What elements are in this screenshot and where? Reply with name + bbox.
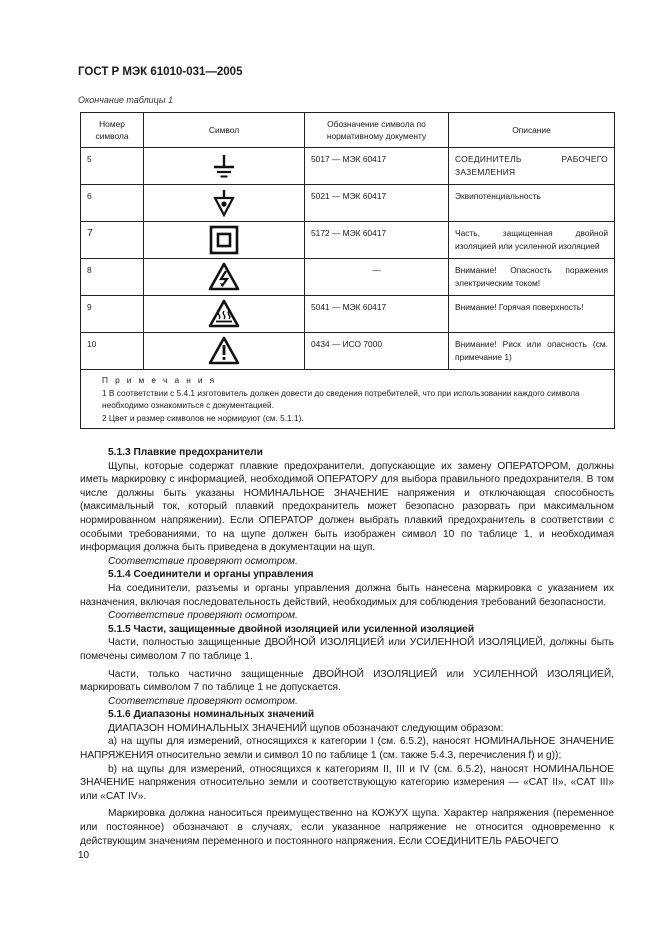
row-description: Внимание! Горячая поверхность! xyxy=(449,296,615,333)
header-reference: Обозначение символа по нормативному документу xyxy=(305,113,449,148)
caution-risk-icon xyxy=(208,336,240,366)
section-516-title: 5.1.6 Диапазоны номинальных значений xyxy=(108,709,315,721)
section-513-title: 5.1.3 Плавкие предохранители xyxy=(108,447,263,458)
table-caption: Окончание таблицы 1 xyxy=(78,95,173,105)
row-reference: — xyxy=(305,259,449,296)
row-number: 8 xyxy=(81,259,144,296)
table-row xyxy=(81,185,615,222)
document-header: ГОСТ Р МЭК 61010-031—2005 xyxy=(78,66,243,78)
section-515-title: 5.1.5 Части, защищенные двойной изоляцией или усиленной изоляцией xyxy=(108,623,475,635)
section-516-item-a: а) на щупы для измерений, относящихся к категории I (см. 6.5.2), наносят НОМИНАЛЬНОЕ ЗНАЧЕНИЕ НАПРЯЖЕНИЯ относительно земли и символ 10 по таблице 1 (см. также 5.4.3, перечисления f) и g)); xyxy=(80,736,614,762)
symbols-table xyxy=(80,112,615,429)
section-514-check: Соответствие проверяют осмотром. xyxy=(108,610,298,622)
double-insulation-icon xyxy=(209,225,239,255)
note-2: 2 Цвет и размер символов не нормируют (см. 5.1.1). xyxy=(102,412,304,423)
section-515-paragraph-2: Части, только частично защищенные ДВОЙНОЙ ИЗОЛЯЦИЕЙ или УСИЛЕННОЙ ИЗОЛЯЦИЕЙ, маркировать символом 7 по таблице 1 не допускается. xyxy=(80,668,614,694)
row-reference: 5021 — МЭК 60417 xyxy=(305,185,449,222)
table-notes-row xyxy=(81,370,615,429)
functional-earth-terminal-icon xyxy=(212,154,236,178)
row-reference: 5041 — МЭК 60417 xyxy=(305,296,449,333)
equipotentiality-icon xyxy=(212,189,236,217)
notes-title: П р и м е ч а н и я xyxy=(102,375,217,385)
section-516-paragraph-2: Маркировка должна наноситься преимущественно на КОЖУХ щупа. Характер напряжения (переменное или постоянное) обозначают в случаях, если указанное напряжение не относится одновременно к действующим значениям переменного и постоянного напряжения. Если СОЕДИНИТЕЛЬ РАБОЧЕГО xyxy=(80,808,614,847)
section-515-check: Соответствие проверяют осмотром. xyxy=(108,695,298,707)
table-row xyxy=(81,259,615,296)
section-513-check: Соответствие проверяют осмотром. xyxy=(108,555,298,567)
header-description: Описание xyxy=(449,113,615,148)
row-description: Часть, защищенная двойной изоляцией или усиленной изоляцией xyxy=(449,222,615,259)
section-514-title: 5.1.4 Соединители и органы управления xyxy=(108,569,314,581)
section-516-item-b: b) на щупы для измерений, относящихся к категориям II, III и IV (см. 6.5.2), наносят НОМИНАЛЬНОЕ ЗНАЧЕНИЕ напряжения относительно земли и соответствующую категорию измерения — «CAT II», «CAT III» или «CAT IV». xyxy=(80,763,614,802)
row-reference: 0434 — ИСО 7000 xyxy=(305,333,449,370)
row-description: Эквипотенциальность xyxy=(449,185,615,222)
header-number: Номер символа xyxy=(81,113,144,148)
row-number: 5 xyxy=(81,148,144,185)
row-number: 10 xyxy=(81,333,144,370)
header-symbol: Символ xyxy=(144,113,305,148)
table-row xyxy=(81,333,615,370)
table-row xyxy=(81,296,615,333)
row-reference: 5172 — МЭК 60417 xyxy=(305,222,449,259)
hot-surface-warning-icon xyxy=(208,299,240,329)
table-header-row xyxy=(81,113,615,148)
page-number: 10 xyxy=(78,850,90,861)
row-number: 6 xyxy=(81,185,144,222)
document-body xyxy=(80,446,614,848)
section-515-paragraph-1: Части, полностью защищенные ДВОЙНОЙ ИЗОЛЯЦИЕЙ или УСИЛЕННОЙ ИЗОЛЯЦИЕЙ, должны быть помечены символом 7 по таблице 1. xyxy=(80,637,614,662)
note-1: 1 В соответствии с 5.4.1 изготовитель должен довести до сведения потребителей, что при использовании каждого символа необходимо ознакомиться с документацией. xyxy=(102,387,580,410)
table-row xyxy=(81,222,615,259)
section-514-paragraph: На соединители, разъемы и органы управления должна быть нанесена маркировка с указанием их назначения, включая последовательность действий, необходимых для соблюдения требований безопасности. xyxy=(80,582,614,608)
row-description: Внимание! Риск или опасность (см. примечание 1) xyxy=(449,333,615,370)
table-row xyxy=(81,148,615,185)
electric-shock-warning-icon xyxy=(208,262,240,292)
section-516-paragraph-1: ДИАПАЗОН НОМИНАЛЬНЫХ ЗНАЧЕНИЙ щупов обозначают следующим образом: xyxy=(108,722,504,734)
row-description: Внимание! Опасность поражения электрическим током! xyxy=(449,259,615,296)
row-number: 7 xyxy=(81,222,144,259)
row-description: СОЕДИНИТЕЛЬ РАБОЧЕГО ЗАЗЕМЛЕНИЯ xyxy=(449,148,615,185)
section-513-paragraph: Щупы, которые содержат плавкие предохранители, допускающие их замену ОПЕРАТОРОМ, должны иметь маркировку с информацией, необходимой ОПЕРАТОРУ для выбора правильного предохранителя. В том числе должны быть указаны НОМИНАЛЬНОЕ ЗНАЧЕНИЕ напряжения и отключающая способность (максимальный ток, который плавкий предохранитель может безопасно разорвать при максимальном нормированном напряжении). Если ОПЕРАТОР должен выбрать плавкий предохранитель в соответствии с особыми требованиями, то на щупе должен быть изображен символ 10 по таблице 1, и необходимая информация должна быть приведена в документации на щуп. xyxy=(80,460,614,554)
row-number: 9 xyxy=(81,296,144,333)
row-reference: 5017 — МЭК 60417 xyxy=(305,148,449,185)
